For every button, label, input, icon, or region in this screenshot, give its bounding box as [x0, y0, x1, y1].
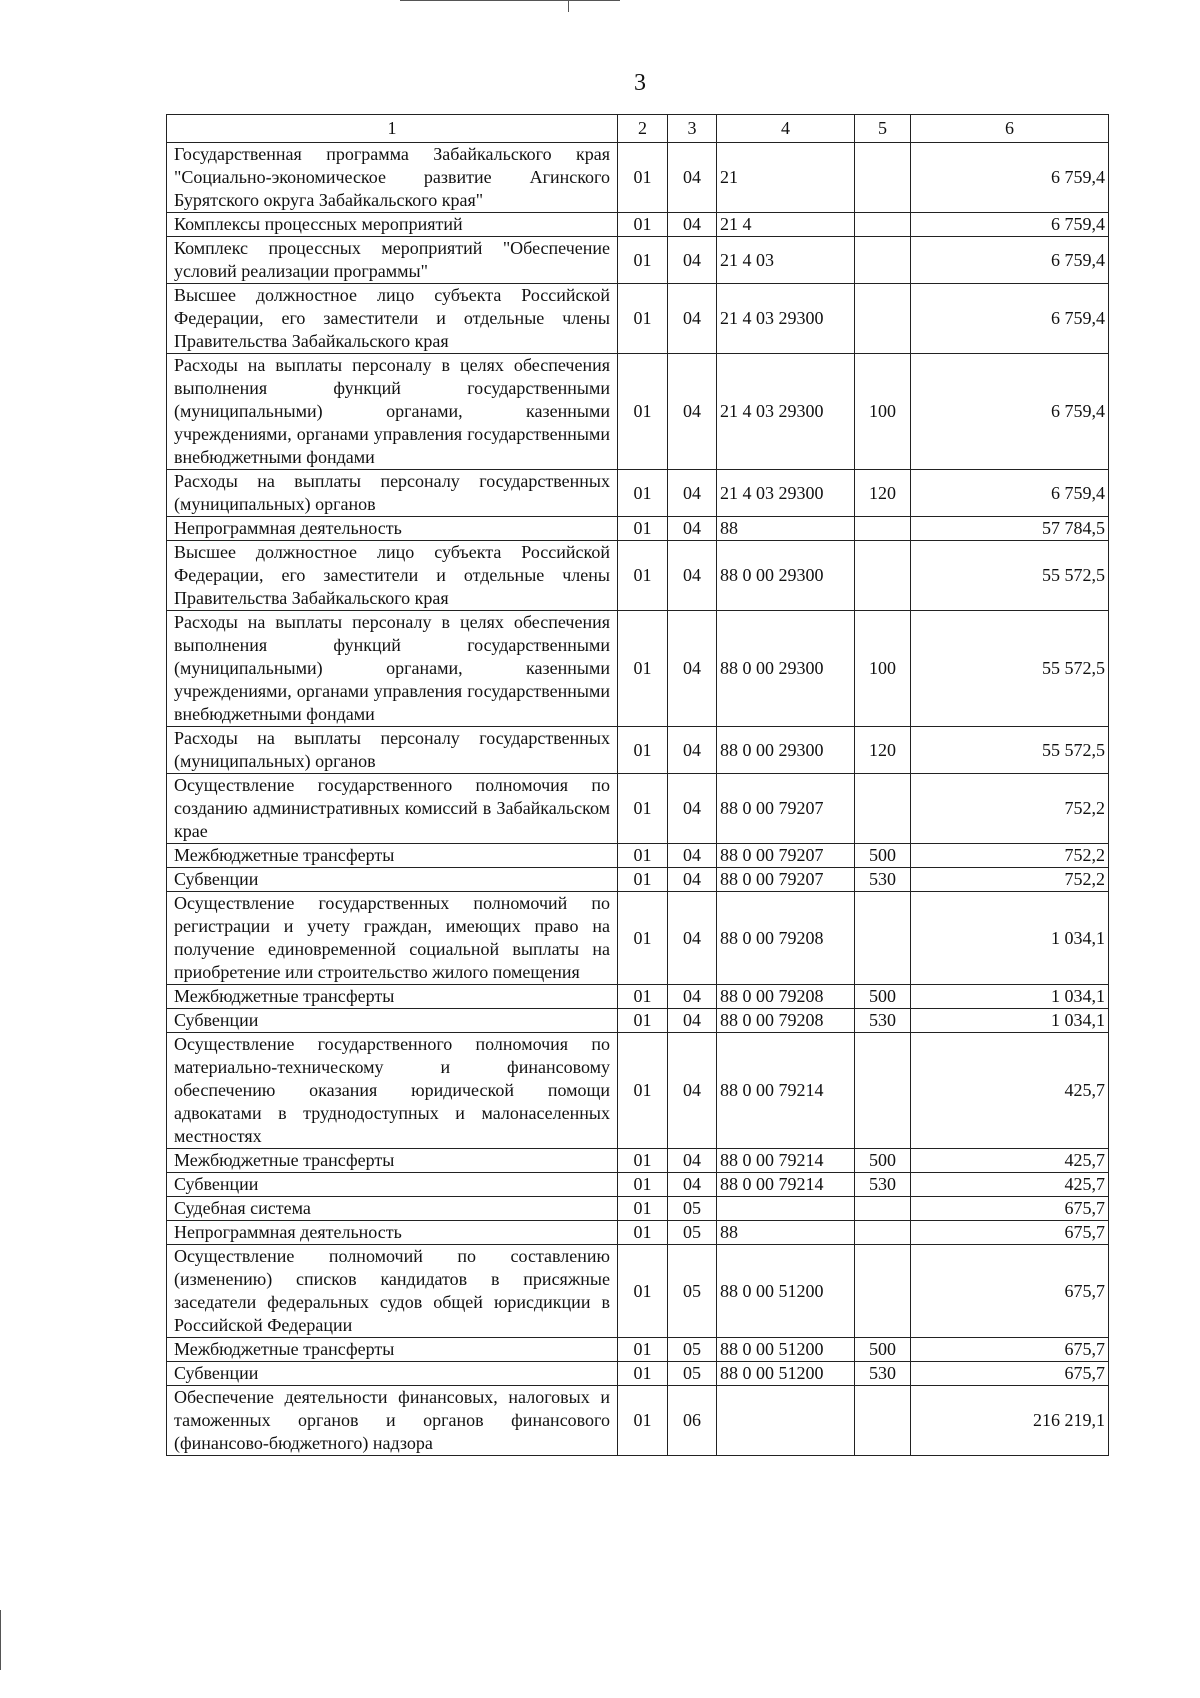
- row-section: 01: [618, 1338, 668, 1362]
- scan-edge-mark-top: [400, 0, 620, 1]
- row-section: 01: [618, 237, 668, 284]
- row-target-article: 88 0 00 79214: [717, 1173, 855, 1197]
- row-name: Субвенции: [167, 1009, 618, 1033]
- row-amount: 55 572,5: [911, 541, 1109, 611]
- row-amount: 55 572,5: [911, 727, 1109, 774]
- row-expense-type: [855, 1033, 911, 1149]
- row-target-article: 88: [717, 1221, 855, 1245]
- row-amount: 425,7: [911, 1033, 1109, 1149]
- row-subsection: 04: [668, 284, 717, 354]
- row-section: 01: [618, 1009, 668, 1033]
- row-name: Комплекс процессных мероприятий "Обеспечение условий реализации программы": [167, 237, 618, 284]
- scan-edge-mark-left: [0, 1610, 1, 1670]
- table-row: [167, 727, 1109, 774]
- row-section: 01: [618, 774, 668, 844]
- row-subsection: 04: [668, 727, 717, 774]
- row-subsection: 04: [668, 354, 717, 470]
- row-expense-type: [855, 284, 911, 354]
- table-row: [167, 1173, 1109, 1197]
- row-amount: 55 572,5: [911, 611, 1109, 727]
- header-col-4: 4: [717, 115, 855, 143]
- row-target-article: 88 0 00 51200: [717, 1362, 855, 1386]
- row-amount: 1 034,1: [911, 1009, 1109, 1033]
- row-section: 01: [618, 727, 668, 774]
- row-name: Высшее должностное лицо субъекта Российской Федерации, его заместители и отдельные члены Правительства Забайкальского края: [167, 284, 618, 354]
- row-name: Обеспечение деятельности финансовых, налоговых и таможенных органов и органов финансового (финансово-бюджетного) надзора: [167, 1386, 618, 1456]
- row-expense-type: 500: [855, 844, 911, 868]
- row-amount: 6 759,4: [911, 143, 1109, 213]
- row-name: Межбюджетные трансферты: [167, 985, 618, 1009]
- row-section: 01: [618, 611, 668, 727]
- row-subsection: 04: [668, 1149, 717, 1173]
- table-row: [167, 143, 1109, 213]
- table-row: [167, 1221, 1109, 1245]
- row-name: Высшее должностное лицо субъекта Российской Федерации, его заместители и отдельные члены Правительства Забайкальского края: [167, 541, 618, 611]
- row-target-article: 88 0 00 29300: [717, 541, 855, 611]
- row-target-article: 21 4 03 29300: [717, 284, 855, 354]
- row-amount: 57 784,5: [911, 517, 1109, 541]
- row-expense-type: 500: [855, 1338, 911, 1362]
- row-target-article: 21 4 03 29300: [717, 354, 855, 470]
- row-amount: 675,7: [911, 1245, 1109, 1338]
- row-section: 01: [618, 1149, 668, 1173]
- row-subsection: 04: [668, 143, 717, 213]
- table-row: [167, 517, 1109, 541]
- row-name: Межбюджетные трансферты: [167, 1149, 618, 1173]
- row-section: 01: [618, 541, 668, 611]
- row-target-article: 21: [717, 143, 855, 213]
- row-subsection: 04: [668, 470, 717, 517]
- row-expense-type: [855, 143, 911, 213]
- row-target-article: 88 0 00 79214: [717, 1033, 855, 1149]
- row-expense-type: 500: [855, 985, 911, 1009]
- row-section: 01: [618, 1033, 668, 1149]
- row-amount: 1 034,1: [911, 892, 1109, 985]
- row-target-article: 88: [717, 517, 855, 541]
- row-name: Расходы на выплаты персоналу в целях обеспечения выполнения функций государственными (муниципальными) органами, казенными учреждениями, органами управления государственными внебюджетными фондами: [167, 611, 618, 727]
- row-subsection: 04: [668, 774, 717, 844]
- row-section: 01: [618, 892, 668, 985]
- table-row: [167, 892, 1109, 985]
- row-amount: 6 759,4: [911, 470, 1109, 517]
- row-amount: 752,2: [911, 868, 1109, 892]
- header-col-2: 2: [618, 115, 668, 143]
- row-target-article: 88 0 00 79207: [717, 844, 855, 868]
- row-subsection: 04: [668, 1033, 717, 1149]
- table-row: [167, 1245, 1109, 1338]
- header-col-6: 6: [911, 115, 1109, 143]
- table-row: [167, 1009, 1109, 1033]
- table-row: [167, 541, 1109, 611]
- table-row: [167, 844, 1109, 868]
- row-amount: 6 759,4: [911, 354, 1109, 470]
- row-name: Осуществление полномочий по составлению (изменению) списков кандидатов в присяжные заседатели федеральных судов общей юрисдикции в Российской Федерации: [167, 1245, 618, 1338]
- table-row: [167, 470, 1109, 517]
- row-section: 01: [618, 1197, 668, 1221]
- row-expense-type: [855, 1386, 911, 1456]
- row-subsection: 05: [668, 1338, 717, 1362]
- table-row: [167, 985, 1109, 1009]
- row-target-article: 88 0 00 79207: [717, 868, 855, 892]
- row-target-article: 88 0 00 51200: [717, 1245, 855, 1338]
- row-name: Комплексы процессных мероприятий: [167, 213, 618, 237]
- row-section: 01: [618, 1245, 668, 1338]
- row-expense-type: [855, 541, 911, 611]
- row-section: 01: [618, 213, 668, 237]
- row-subsection: 04: [668, 213, 717, 237]
- row-amount: 425,7: [911, 1173, 1109, 1197]
- row-target-article: 88 0 00 29300: [717, 727, 855, 774]
- row-subsection: 04: [668, 844, 717, 868]
- row-name: Осуществление государственных полномочий по регистрации и учету граждан, имеющих право на получение единовременной социальной выплаты на приобретение или строительство жилого помещения: [167, 892, 618, 985]
- row-amount: 6 759,4: [911, 237, 1109, 284]
- row-subsection: 04: [668, 237, 717, 284]
- row-section: 01: [618, 143, 668, 213]
- table-row: [167, 1362, 1109, 1386]
- row-target-article: 21 4 03 29300: [717, 470, 855, 517]
- table-row: [167, 1033, 1109, 1149]
- header-row: [167, 115, 1109, 143]
- row-section: 01: [618, 517, 668, 541]
- row-expense-type: [855, 892, 911, 985]
- row-target-article: 88 0 00 51200: [717, 1338, 855, 1362]
- table-row: [167, 1386, 1109, 1456]
- row-expense-type: [855, 1221, 911, 1245]
- row-name: Расходы на выплаты персоналу государственных (муниципальных) органов: [167, 727, 618, 774]
- row-target-article: 88 0 00 29300: [717, 611, 855, 727]
- row-amount: 675,7: [911, 1338, 1109, 1362]
- row-target-article: [717, 1386, 855, 1456]
- row-subsection: 04: [668, 985, 717, 1009]
- row-subsection: 04: [668, 517, 717, 541]
- row-amount: 675,7: [911, 1362, 1109, 1386]
- budget-table: [166, 114, 1109, 1456]
- row-name: Судебная система: [167, 1197, 618, 1221]
- table-row: [167, 1149, 1109, 1173]
- table-body: [167, 143, 1109, 1456]
- table-row: [167, 213, 1109, 237]
- table-header: [167, 115, 1109, 143]
- row-target-article: [717, 1197, 855, 1221]
- row-subsection: 04: [668, 868, 717, 892]
- row-subsection: 05: [668, 1362, 717, 1386]
- table-row: [167, 1197, 1109, 1221]
- row-section: 01: [618, 284, 668, 354]
- row-name: Субвенции: [167, 1173, 618, 1197]
- row-name: Субвенции: [167, 1362, 618, 1386]
- row-expense-type: [855, 774, 911, 844]
- row-name: Межбюджетные трансферты: [167, 1338, 618, 1362]
- row-name: Непрограммная деятельность: [167, 1221, 618, 1245]
- row-expense-type: 100: [855, 354, 911, 470]
- row-name: Государственная программа Забайкальского края "Социально-экономическое развитие Агинского Бурятского округа Забайкальского края": [167, 143, 618, 213]
- row-name: Осуществление государственного полномочия по материально-техническому и финансовому обеспечению оказания юридической помощи адвокатами в труднодоступных и малонаселенных местностях: [167, 1033, 618, 1149]
- row-subsection: 06: [668, 1386, 717, 1456]
- table-row: [167, 611, 1109, 727]
- row-subsection: 04: [668, 541, 717, 611]
- row-expense-type: [855, 517, 911, 541]
- table-row: [167, 1338, 1109, 1362]
- row-target-article: 21 4: [717, 213, 855, 237]
- row-subsection: 04: [668, 1173, 717, 1197]
- row-expense-type: [855, 237, 911, 284]
- row-expense-type: 530: [855, 1173, 911, 1197]
- row-expense-type: 530: [855, 868, 911, 892]
- row-section: 01: [618, 868, 668, 892]
- row-target-article: 88 0 00 79208: [717, 985, 855, 1009]
- row-section: 01: [618, 354, 668, 470]
- row-expense-type: 120: [855, 470, 911, 517]
- row-subsection: 04: [668, 611, 717, 727]
- page-number: 3: [634, 70, 646, 96]
- row-name: Расходы на выплаты персоналу государственных (муниципальных) органов: [167, 470, 618, 517]
- row-amount: 752,2: [911, 774, 1109, 844]
- row-name: Осуществление государственного полномочия по созданию административных комиссий в Забайкальском крае: [167, 774, 618, 844]
- row-expense-type: [855, 213, 911, 237]
- row-amount: 675,7: [911, 1197, 1109, 1221]
- row-expense-type: 100: [855, 611, 911, 727]
- header-col-5: 5: [855, 115, 911, 143]
- row-expense-type: [855, 1245, 911, 1338]
- row-amount: 1 034,1: [911, 985, 1109, 1009]
- row-amount: 425,7: [911, 1149, 1109, 1173]
- row-subsection: 05: [668, 1245, 717, 1338]
- scan-edge-mark-top-tick: [568, 0, 569, 12]
- row-section: 01: [618, 1386, 668, 1456]
- row-amount: 675,7: [911, 1221, 1109, 1245]
- row-amount: 216 219,1: [911, 1386, 1109, 1456]
- row-section: 01: [618, 470, 668, 517]
- row-expense-type: 530: [855, 1362, 911, 1386]
- row-name: Расходы на выплаты персоналу в целях обеспечения выполнения функций государственными (муниципальными) органами, казенными учреждениями, органами управления государственными внебюджетными фондами: [167, 354, 618, 470]
- row-expense-type: [855, 1197, 911, 1221]
- row-amount: 6 759,4: [911, 284, 1109, 354]
- row-target-article: 88 0 00 79208: [717, 892, 855, 985]
- table-row: [167, 354, 1109, 470]
- row-section: 01: [618, 1221, 668, 1245]
- row-amount: 752,2: [911, 844, 1109, 868]
- table-row: [167, 774, 1109, 844]
- row-section: 01: [618, 844, 668, 868]
- row-section: 01: [618, 985, 668, 1009]
- row-subsection: 05: [668, 1197, 717, 1221]
- row-name: Межбюджетные трансферты: [167, 844, 618, 868]
- row-expense-type: 500: [855, 1149, 911, 1173]
- table-row: [167, 237, 1109, 284]
- row-target-article: 21 4 03: [717, 237, 855, 284]
- header-col-1: 1: [167, 115, 618, 143]
- row-expense-type: 120: [855, 727, 911, 774]
- table-row: [167, 868, 1109, 892]
- row-target-article: 88 0 00 79207: [717, 774, 855, 844]
- row-target-article: 88 0 00 79214: [717, 1149, 855, 1173]
- row-amount: 6 759,4: [911, 213, 1109, 237]
- row-subsection: 04: [668, 1009, 717, 1033]
- header-col-3: 3: [668, 115, 717, 143]
- row-name: Субвенции: [167, 868, 618, 892]
- row-section: 01: [618, 1173, 668, 1197]
- row-name: Непрограммная деятельность: [167, 517, 618, 541]
- row-subsection: 04: [668, 892, 717, 985]
- table-row: [167, 284, 1109, 354]
- row-section: 01: [618, 1362, 668, 1386]
- row-subsection: 05: [668, 1221, 717, 1245]
- row-target-article: 88 0 00 79208: [717, 1009, 855, 1033]
- row-expense-type: 530: [855, 1009, 911, 1033]
